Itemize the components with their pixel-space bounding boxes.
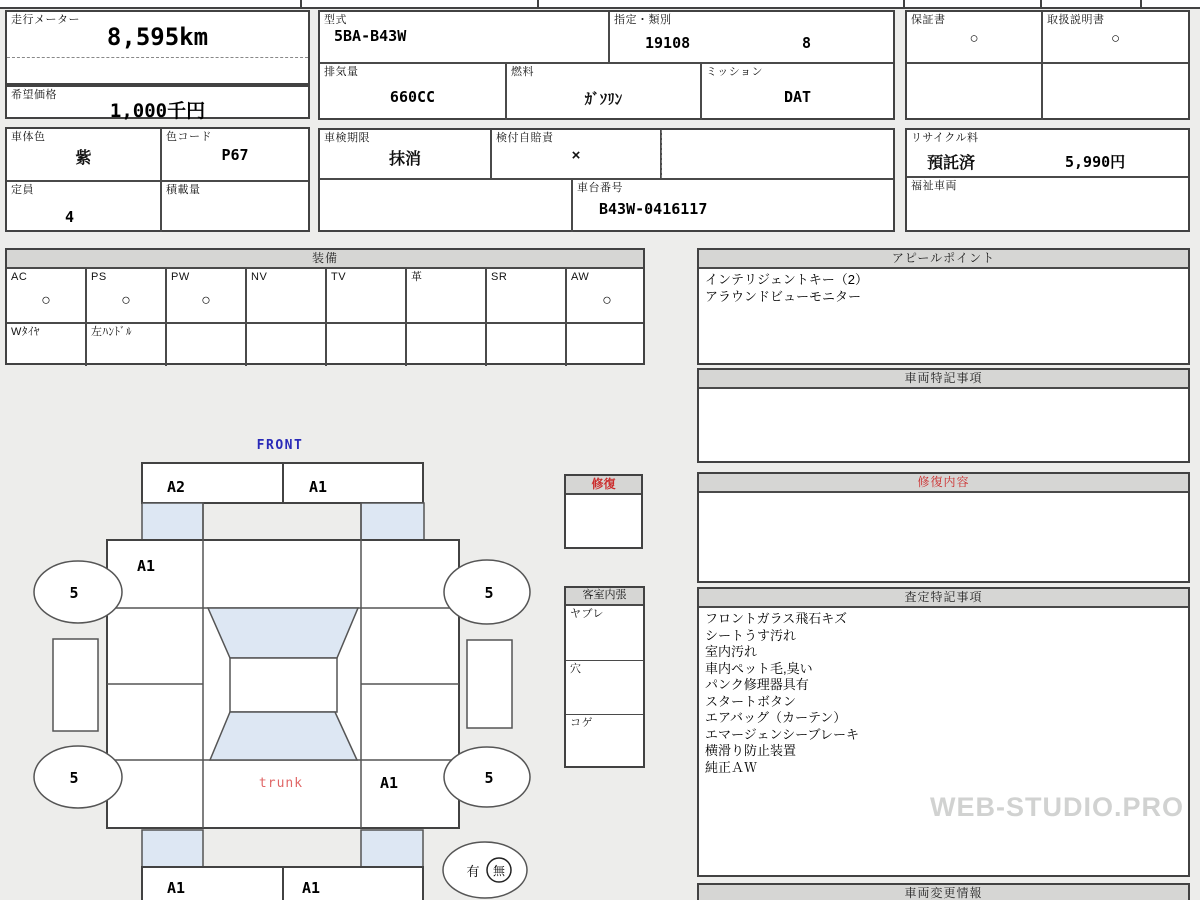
interior-title: 客室内張 (566, 588, 643, 606)
class-value-2: 8 (802, 34, 812, 52)
car-damage-diagram (30, 430, 560, 900)
repair-details-title: 修復内容 (699, 474, 1188, 493)
divider (537, 0, 539, 7)
watermark: WEB-STUDIO.PRO (930, 792, 1184, 822)
odometer-box (5, 10, 310, 85)
displacement-value: 660CC (389, 88, 436, 106)
equip-col-label: NV (251, 271, 268, 283)
inspection-table (318, 128, 895, 232)
color-capacity-table (5, 127, 310, 232)
equip-col-label: AC (11, 271, 28, 283)
equip-col-label: 革 (411, 271, 423, 283)
interior-row-label: 穴 (570, 663, 582, 675)
warranty-label: 保証書 (911, 14, 946, 26)
color-code-label: 色コード (166, 131, 212, 143)
capacity-label: 定員 (11, 184, 34, 196)
vehicle-notes-title: 車両特記事項 (699, 370, 1188, 389)
equip-mark: ○ (121, 292, 131, 309)
appeal-title: アピールポイント (699, 250, 1188, 269)
interior-box (564, 586, 645, 768)
assessment-line: パンク修理器具有 (705, 677, 809, 692)
vehicle-notes-body (699, 389, 1188, 395)
equip-col-label: AW (571, 271, 590, 283)
appeal-line: インテリジェントキー（2） (705, 272, 868, 287)
appeal-line: アラウンドビューモニター (705, 288, 862, 304)
interior-row-label: コゲ (570, 717, 593, 729)
repair-mini-box (564, 474, 643, 549)
tire-depth: 5 (484, 769, 494, 787)
class-label: 指定・類別 (614, 14, 672, 26)
model-label: 型式 (324, 14, 347, 26)
inspection-label: 車検期限 (324, 132, 370, 144)
assessment-title: 査定特記事項 (699, 589, 1188, 608)
assessment-line: 純正ＡＷ (705, 759, 758, 775)
front-label: FRONT (256, 438, 304, 453)
equip-note (487, 324, 565, 326)
recycle-fee: 5,990円 (1065, 153, 1126, 171)
displacement-label: 排気量 (324, 66, 359, 78)
model-value: 5BA-B43W (334, 27, 407, 45)
recycle-status: 預託済 (927, 155, 976, 172)
fuel-label: 燃料 (511, 66, 534, 78)
documents-table (905, 10, 1190, 120)
equipment-table (5, 248, 645, 365)
tire-depth: 5 (484, 584, 494, 602)
assessment-line: フロントガラス飛石キズ (705, 611, 847, 626)
price-label: 希望価格 (11, 89, 57, 101)
equip-note (327, 324, 405, 326)
equip-col-label: SR (491, 271, 508, 283)
assessment-body (699, 608, 1188, 779)
roof (230, 658, 337, 712)
taillight-left (142, 830, 203, 867)
assessment-line: シートうす汚れ (705, 627, 797, 643)
top-cutoff-row (0, 0, 1200, 9)
empty-cell (907, 64, 1043, 120)
manual-mark: ○ (1110, 30, 1121, 47)
price-value: 1,000千円 (109, 100, 206, 122)
equip-mark: ○ (602, 292, 612, 309)
divider (903, 0, 905, 7)
front-bumper-left-grade: A2 (166, 478, 186, 496)
insurance-value: × (571, 147, 581, 164)
trunk-label: trunk (258, 776, 304, 791)
recycle-table (905, 128, 1190, 232)
equip-col-label: PS (91, 271, 107, 283)
headlight-left (142, 503, 203, 540)
equip-mark: ○ (201, 292, 211, 309)
rear-window (210, 712, 357, 760)
equip-note: Wﾀｲﾔ (11, 326, 40, 338)
change-info-title: 車両変更情報 (699, 885, 1188, 900)
chassis-label: 車台番号 (577, 182, 623, 194)
model-table (318, 10, 895, 120)
class-value-1: 19108 (645, 34, 691, 52)
tire-depth: 5 (69, 584, 79, 602)
equip-mark: ○ (41, 292, 51, 309)
rear-bumper-right-grade: A1 (301, 879, 321, 897)
assessment-line: エマージェンシーブレーキ (705, 726, 859, 742)
front-bumper-right-grade: A1 (308, 478, 328, 496)
divider (300, 0, 302, 7)
equip-col-label: PW (171, 271, 190, 283)
appeal-panel (697, 248, 1190, 365)
insurance-label: 検付自賠責 (496, 132, 554, 144)
odometer-value: 8,595km (106, 23, 209, 51)
divider (1040, 0, 1042, 7)
repair-details-body (699, 493, 1188, 499)
assessment-line: 車内ペット毛,臭い (705, 660, 813, 676)
spare-yes-label: 有 (466, 865, 480, 880)
divider (1140, 0, 1142, 7)
tire-depth: 5 (69, 769, 79, 787)
load-label: 積載量 (166, 184, 201, 196)
equip-note (167, 324, 245, 326)
equip-note: 左ﾊﾝﾄﾞﾙ (91, 326, 132, 338)
welfare-label: 福祉車両 (911, 180, 957, 192)
recycle-label: リサイクル料 (911, 132, 979, 144)
headlight-right (361, 503, 424, 540)
left-side-sill (53, 639, 98, 731)
interior-row-label: ヤブレ (570, 608, 605, 620)
fuel-value: ｶﾞｿﾘﾝ (584, 91, 623, 108)
rear-quarter-right-grade: A1 (379, 774, 399, 792)
assessment-line: 横滑り防止装置 (705, 743, 797, 758)
equip-note (247, 324, 325, 326)
chassis-value: B43W-0416117 (599, 200, 708, 218)
inspection-value: 抹消 (388, 151, 421, 168)
equipment-note-row (7, 324, 643, 366)
windshield (208, 608, 358, 658)
equip-note (567, 324, 647, 326)
equipment-mark-row (7, 269, 643, 324)
equip-col-label: TV (331, 271, 347, 283)
manual-label: 取扱説明書 (1047, 14, 1105, 26)
assessment-panel (697, 587, 1190, 877)
assessment-line: エアバッグ（カーテン） (705, 710, 847, 725)
capacity-value: 4 (65, 208, 75, 226)
spare-tire-indicator (443, 842, 527, 898)
left-fender-grade: A1 (136, 557, 156, 575)
empty-cell (320, 180, 573, 232)
repair-mini-title: 修復 (566, 476, 641, 495)
taillight-right (361, 830, 423, 867)
color-code-value: P67 (221, 146, 249, 164)
vehicle-notes-panel (697, 368, 1190, 463)
warranty-mark: ○ (969, 30, 979, 47)
rear-bumper-left-grade: A1 (166, 879, 186, 897)
body-color-value: 紫 (75, 150, 92, 167)
body-color-label: 車体色 (11, 131, 46, 143)
right-side-sill (467, 640, 512, 728)
odometer-label: 走行メーター (11, 14, 80, 26)
repair-details-panel (697, 472, 1190, 583)
assessment-line: スタートボタン (705, 693, 797, 709)
mission-value: DAT (783, 88, 812, 106)
empty-cell (1043, 64, 1188, 120)
price-box (5, 85, 310, 122)
spare-no-label: 無 (492, 864, 506, 878)
equip-note (407, 324, 485, 326)
assessment-line: 室内汚れ (705, 644, 758, 659)
change-info-panel (697, 883, 1190, 900)
empty-cell (661, 130, 893, 178)
mission-label: ミッション (706, 66, 764, 78)
equipment-title: 装備 (7, 250, 643, 269)
